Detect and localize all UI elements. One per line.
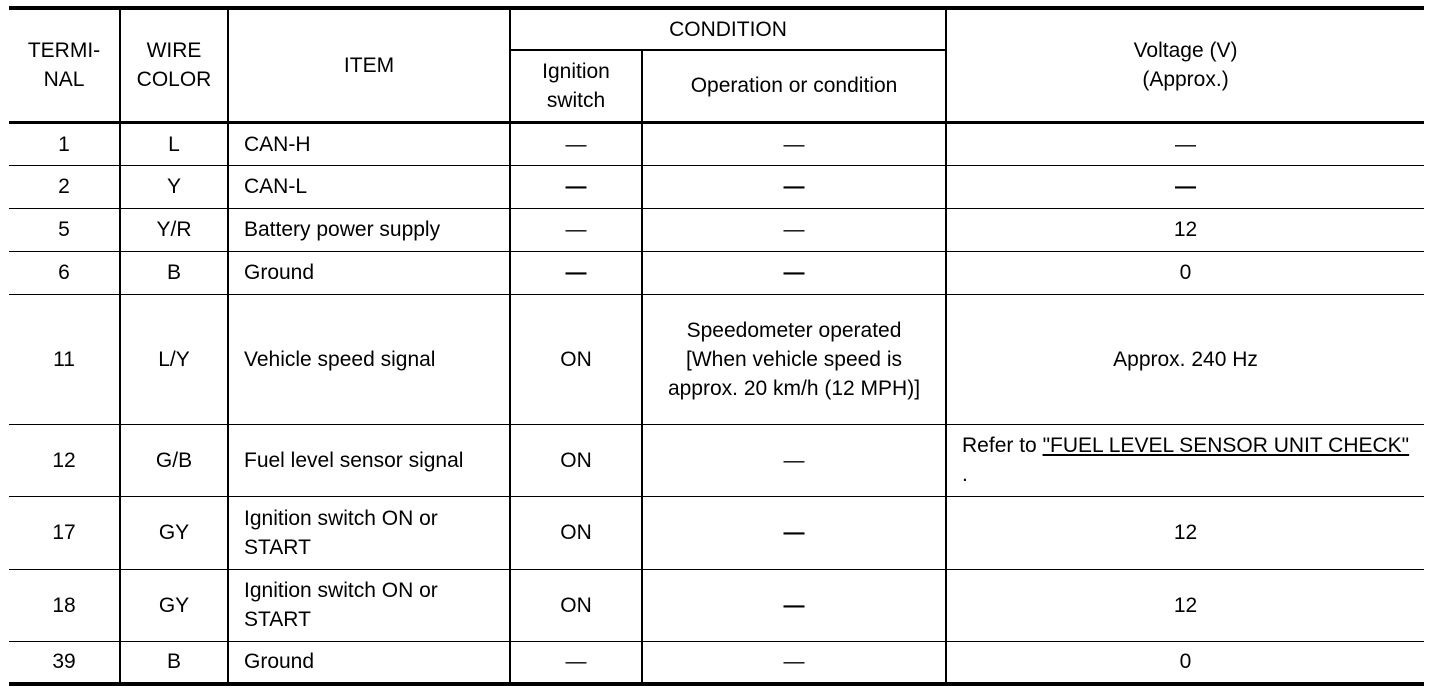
cell-ignition <box>510 208 642 251</box>
cell-operation-text: — <box>783 218 805 241</box>
cell-ignition-text: ON <box>560 347 592 371</box>
cell-operation-text: — <box>783 521 805 544</box>
cell-operation <box>642 165 946 208</box>
cell-voltage <box>946 165 1424 208</box>
terminal-table <box>9 6 1424 686</box>
cell-operation <box>642 208 946 251</box>
cell-wire-color <box>120 251 228 294</box>
cell-item-text: CAN-H <box>244 132 311 156</box>
cell-ignition <box>510 424 642 496</box>
cell-ignition-text: — <box>565 650 587 674</box>
table-row <box>9 122 1424 165</box>
cell-item <box>228 496 510 569</box>
cell-item-text: CAN-L <box>244 175 308 198</box>
header-operation: Operation or condition <box>642 50 946 122</box>
cell-terminal-text: 18 <box>52 593 76 617</box>
cell-wire-color <box>120 294 228 424</box>
cell-voltage <box>946 641 1424 684</box>
cell-operation <box>642 251 946 294</box>
cell-voltage-text: 0 <box>1179 650 1192 674</box>
header-item: ITEM <box>228 8 510 122</box>
cell-ignition <box>510 641 642 684</box>
cell-item <box>228 251 510 294</box>
cell-terminal-text: 12 <box>52 448 76 472</box>
cell-terminal-text: 39 <box>52 650 76 674</box>
cell-ignition <box>510 165 642 208</box>
cell-item-text: Vehicle speed signal <box>244 347 436 371</box>
cell-operation <box>642 641 946 684</box>
cell-voltage <box>946 569 1424 641</box>
table-row <box>9 424 1424 496</box>
cell-wire-color <box>120 496 228 569</box>
cell-item-text: Fuel level sensor signal <box>244 448 464 472</box>
cell-operation-text: — <box>783 132 805 156</box>
cell-terminal <box>9 641 120 684</box>
cell-wire-color-text: L <box>168 132 180 156</box>
cell-item <box>228 122 510 165</box>
cell-voltage <box>946 251 1424 294</box>
cell-terminal <box>9 294 120 424</box>
cell-ignition <box>510 294 642 424</box>
cell-terminal-text: 2 <box>58 175 70 198</box>
header-terminal: TERMI- NAL <box>9 8 120 122</box>
cell-ignition-text: — <box>565 132 587 156</box>
cell-item <box>228 208 510 251</box>
cell-terminal <box>9 251 120 294</box>
table-row <box>9 294 1424 424</box>
cell-voltage <box>946 496 1424 569</box>
cell-wire-color-text: GY <box>158 593 190 617</box>
cell-voltage-text: 0 <box>1179 261 1192 284</box>
cell-item-text: Ignition switch ON or START <box>244 506 438 559</box>
voltage-suffix: . <box>962 463 968 486</box>
header-condition: CONDITION <box>510 8 946 50</box>
cell-terminal-text: 11 <box>53 347 75 371</box>
cell-operation-text: — <box>783 175 805 198</box>
cell-terminal-text: 6 <box>58 261 70 284</box>
cell-operation-text: — <box>783 593 805 617</box>
header-voltage: Voltage (V) (Approx.) <box>946 8 1424 122</box>
cell-wire-color-text: Y <box>166 175 181 198</box>
cell-terminal <box>9 208 120 251</box>
table-row <box>9 569 1424 641</box>
cell-item <box>228 165 510 208</box>
cell-ignition-text: — <box>565 175 587 198</box>
cell-voltage-text: Approx. 240 Hz <box>1113 347 1258 371</box>
cell-operation <box>642 496 946 569</box>
cell-wire-color-text: B <box>166 261 181 284</box>
cell-operation <box>642 294 946 424</box>
cell-terminal <box>9 424 120 496</box>
table-row <box>9 208 1424 251</box>
cell-ignition <box>510 122 642 165</box>
cell-wire-color <box>120 165 228 208</box>
cell-voltage <box>946 294 1424 424</box>
cell-voltage-text: 12 <box>1173 521 1198 544</box>
cell-item <box>228 641 510 684</box>
table-row <box>9 496 1424 569</box>
cell-terminal <box>9 165 120 208</box>
cell-ignition <box>510 496 642 569</box>
cell-voltage <box>946 122 1424 165</box>
cell-operation-text: — <box>783 448 805 472</box>
cell-item <box>228 294 510 424</box>
cell-voltage-text: 12 <box>1173 218 1198 241</box>
voltage-prefix: Refer to <box>962 434 1043 457</box>
cell-wire-color <box>120 569 228 641</box>
fuel-level-sensor-link[interactable]: "FUEL LEVEL SENSOR UNIT CHECK" <box>1042 434 1410 457</box>
cell-wire-color-text: L/Y <box>158 347 190 371</box>
cell-item-text: Ground <box>244 650 315 674</box>
cell-voltage-text: — <box>1175 132 1197 156</box>
cell-wire-color-text: B <box>166 650 181 674</box>
header-wire-color: WIRE COLOR <box>120 8 228 122</box>
cell-wire-color-text: G/B <box>155 448 193 472</box>
cell-operation-text: — <box>783 650 805 674</box>
cell-operation <box>642 569 946 641</box>
cell-voltage-text: 12 <box>1173 593 1198 617</box>
cell-ignition-text: ON <box>560 521 592 544</box>
cell-voltage <box>946 424 1424 496</box>
cell-ignition-text: ON <box>560 593 592 617</box>
cell-operation-text: Speedometer operated [When vehicle speed is approx. 20 km/h (12 MPH)] <box>667 318 921 400</box>
cell-terminal-text: 17 <box>52 521 76 544</box>
cell-wire-color <box>120 424 228 496</box>
cell-voltage-text: — <box>1175 175 1197 198</box>
table-row <box>9 251 1424 294</box>
cell-terminal-text: 1 <box>58 132 70 156</box>
cell-ignition <box>510 569 642 641</box>
cell-operation <box>642 424 946 496</box>
table-row <box>9 641 1424 684</box>
header-ignition-switch: Ignition switch <box>510 50 642 122</box>
cell-wire-color-text: GY <box>158 521 190 544</box>
cell-ignition <box>510 251 642 294</box>
cell-wire-color <box>120 208 228 251</box>
cell-wire-color-text: Y/R <box>156 218 192 241</box>
cell-terminal <box>9 496 120 569</box>
cell-terminal <box>9 122 120 165</box>
cell-item-text: Ignition switch ON or START <box>244 579 438 631</box>
cell-terminal <box>9 569 120 641</box>
cell-item-text: Battery power supply <box>244 218 441 241</box>
cell-item <box>228 424 510 496</box>
cell-operation-text: — <box>783 261 805 284</box>
cell-terminal-text: 5 <box>58 218 70 241</box>
table-row <box>9 165 1424 208</box>
cell-ignition-text: — <box>565 261 587 284</box>
cell-item <box>228 569 510 641</box>
cell-voltage <box>946 208 1424 251</box>
cell-wire-color <box>120 641 228 684</box>
cell-operation <box>642 122 946 165</box>
cell-wire-color <box>120 122 228 165</box>
cell-ignition-text: — <box>565 218 587 241</box>
cell-item-text: Ground <box>244 261 315 284</box>
cell-ignition-text: ON <box>560 448 592 472</box>
